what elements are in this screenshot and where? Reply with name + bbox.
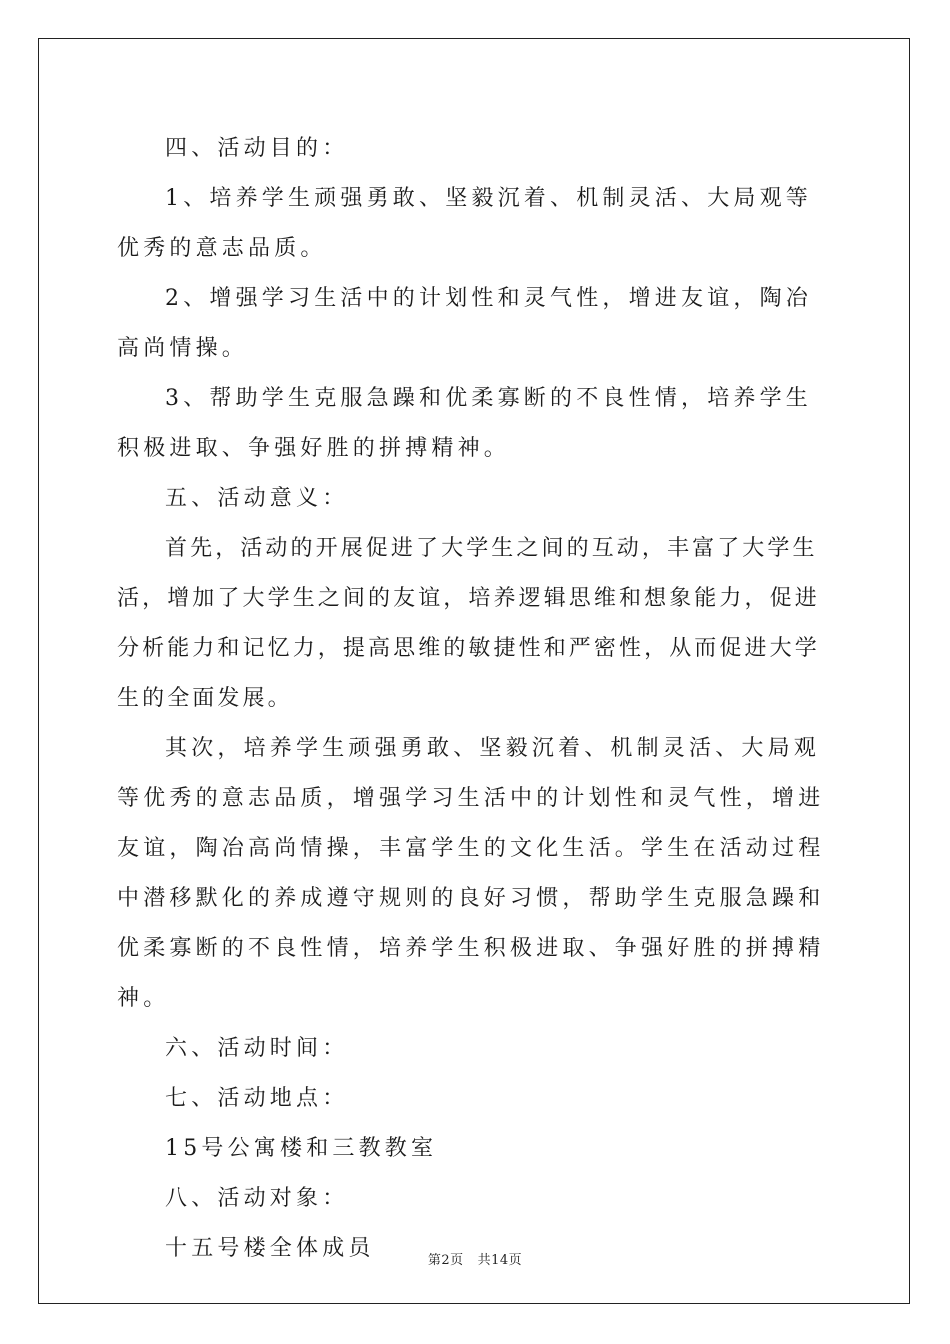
page-footer	[0, 1249, 950, 1268]
location-value: 15号公寓楼和三教教室	[165, 1136, 438, 1161]
section-heading-audience: 八、活动对象：	[165, 1186, 349, 1211]
section-heading-purpose: 四、活动目的：	[165, 136, 349, 161]
significance-paragraph-1: 首先，活动的开展促进了大学生之间的互动，丰富了大学生活，增加了大学生之间的友谊，培养逻辑思维和想象能力，促进分析能力和记忆力，提高思维的敏捷性和严密性，从而促进大学生的全面发展。	[117, 536, 820, 711]
significance-paragraph-2: 其次，培养学生顽强勇敢、坚毅沉着、机制灵活、大局观等优秀的意志品质，增强学习生活中的计划性和灵气性，增进友谊，陶冶高尚情操，丰富学生的文化生活。学生在活动过程中潜移默化的养成遵守规则的良好习惯，帮助学生克服急躁和优柔寡断的不良性情，培养学生积极进取、争强好胜的拼搏精神。	[117, 736, 825, 1011]
purpose-item-3: 3、帮助学生克服急躁和优柔寡断的不良性情，培养学生积极进取、争强好胜的拼搏精神。	[117, 386, 812, 461]
document-body	[117, 124, 837, 1274]
section-heading-location: 七、活动地点：	[165, 1086, 349, 1111]
section-heading-significance: 五、活动意义：	[165, 486, 349, 511]
section-heading-time: 六、活动时间：	[165, 1036, 349, 1061]
purpose-item-2: 2、增强学习生活中的计划性和灵气性，增进友谊，陶冶高尚情操。	[117, 286, 812, 361]
purpose-item-1: 1、培养学生顽强勇敢、坚毅沉着、机制灵活、大局观等优秀的意志品质。	[117, 186, 812, 261]
audience-value: 十五号楼全体成员	[165, 1236, 375, 1261]
page-total: 共14页	[477, 1253, 523, 1268]
page-number: 第2页	[427, 1253, 464, 1268]
